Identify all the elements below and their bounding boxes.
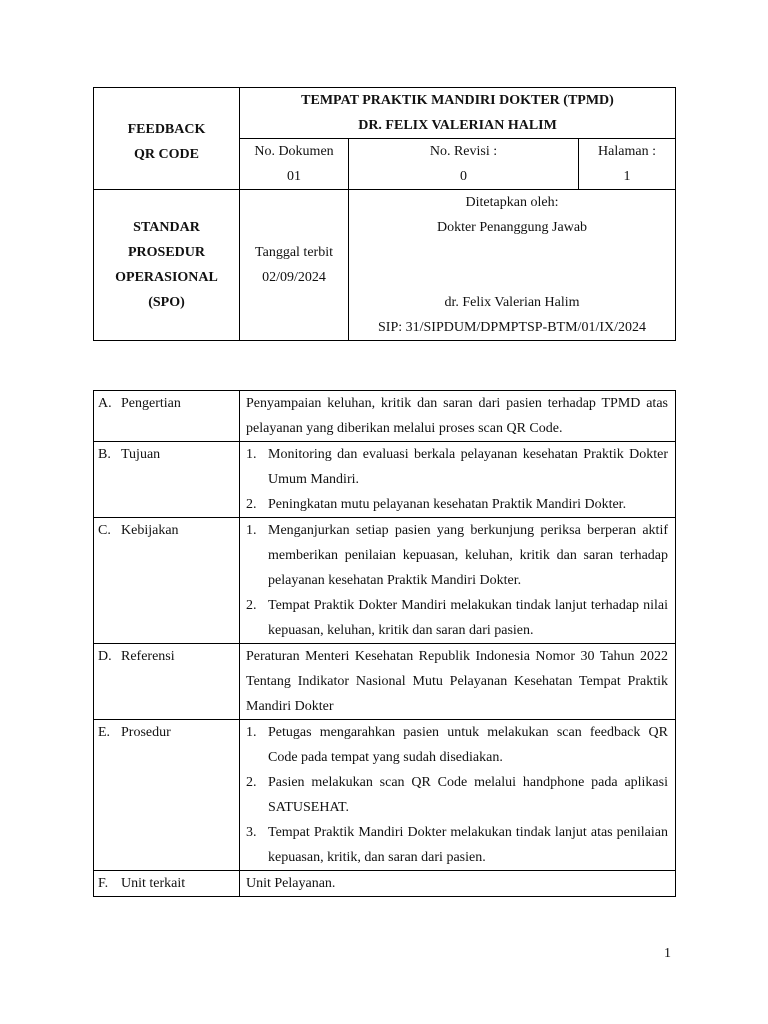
- section-label: Referensi: [121, 649, 175, 664]
- list-item-text: Tempat Praktik Dokter Mandiri melakukan tindak lanjut terhadap nilai kepuasan, keluhan, kritik dan saran dari pasien.: [268, 598, 668, 638]
- page-number: 1: [664, 946, 671, 961]
- no-dokumen-label: No. Dokumen: [254, 144, 334, 159]
- halaman-value: 1: [623, 169, 631, 184]
- prosedur-list: [246, 720, 668, 870]
- halaman-cell: [579, 139, 676, 190]
- section-label: Unit terkait: [121, 876, 186, 891]
- no-revisi-cell: [349, 139, 579, 190]
- list-item-number: 1.: [246, 447, 257, 462]
- clinic-title: TEMPAT PRAKTIK MANDIRI DOKTER (TPMD): [301, 93, 614, 108]
- spo-line-standar: STANDAR: [133, 220, 200, 235]
- section-letter: F.: [98, 876, 109, 891]
- no-revisi-label: No. Revisi :: [429, 144, 498, 159]
- signature-space: [349, 240, 675, 290]
- list-item: [246, 518, 668, 593]
- section-content-cell: [240, 644, 676, 720]
- referensi-text: Peraturan Menteri Kesehatan Republik Indonesia Nomor 30 Tahun 2022 Tentang Indikator Nasional Mutu Pelayanan Kesehatan Tempat Praktik Mandiri Dokter: [246, 649, 668, 714]
- section-label-cell: [94, 871, 240, 897]
- list-item-text: Pasien melakukan scan QR Code melalui handphone pada aplikasi SATUSEHAT.: [268, 775, 668, 815]
- spo-line-prosedur: PROSEDUR: [127, 245, 205, 260]
- no-dokumen-value: 01: [287, 169, 301, 184]
- section-label: Prosedur: [121, 725, 171, 740]
- section-label-cell: [94, 391, 240, 442]
- spo-line-operasional: OPERASIONAL: [115, 270, 218, 285]
- section-label-cell: [94, 442, 240, 518]
- section-letter: E.: [98, 725, 111, 740]
- list-item-text: Petugas mengarahkan pasien untuk melakukan scan feedback QR Code pada tempat yang sudah disediakan.: [268, 725, 668, 765]
- list-item-text: Peningkatan mutu pelayanan kesehatan Praktik Mandiri Dokter.: [268, 497, 627, 512]
- header-spo-row: [94, 190, 676, 341]
- list-item: [246, 720, 668, 770]
- list-item-number: 1.: [246, 725, 257, 740]
- feedback-label: FEEDBACK: [127, 121, 206, 137]
- section-content-cell: [240, 391, 676, 442]
- clinic-title-cell: [240, 88, 676, 139]
- section-label-cell: [94, 518, 240, 644]
- spo-line-abbrev: (SPO): [148, 295, 185, 310]
- section-row-referensi: [94, 644, 676, 720]
- tanggal-terbit-value: 02/09/2024: [262, 270, 326, 285]
- section-label: Pengertian: [121, 396, 181, 411]
- tanggal-terbit-label: Tanggal terbit: [255, 245, 333, 260]
- list-item-number: 1.: [246, 523, 257, 538]
- section-content-cell: [240, 871, 676, 897]
- header-title-row: [94, 88, 676, 139]
- list-item: [246, 820, 668, 870]
- section-letter: D.: [98, 649, 112, 664]
- header-table: [93, 87, 676, 341]
- list-item-text: Monitoring dan evaluasi berkala pelayanan kesehatan Praktik Dokter Umum Mandiri.: [268, 447, 668, 487]
- section-row-prosedur: [94, 720, 676, 871]
- section-letter: C.: [98, 523, 111, 538]
- section-row-pengertian: [94, 391, 676, 442]
- list-item: [246, 593, 668, 643]
- halaman-label: Halaman :: [598, 144, 656, 159]
- tanggal-terbit-cell: [240, 190, 349, 341]
- list-item-number: 2.: [246, 598, 257, 613]
- list-item: [246, 442, 668, 492]
- section-content-cell: [240, 442, 676, 518]
- doctor-name: dr. Felix Valerian Halim: [444, 295, 580, 310]
- ditetapkan-label: Ditetapkan oleh:: [465, 195, 559, 210]
- list-item-text: Menganjurkan setiap pasien yang berkunjung periksa berperan aktif memberikan penilaian kepuasan, keluhan, kritik dan saran terhadap pelayanan kesehatan Praktik Mandiri Dokter.: [268, 523, 668, 588]
- sip-number: SIP: 31/SIPDUM/DPMPTSP-BTM/01/IX/2024: [378, 320, 647, 335]
- list-item-number: 3.: [246, 825, 257, 840]
- no-revisi-value: 0: [460, 169, 467, 184]
- pengertian-text: Penyampaian keluhan, kritik dan saran dari pasien terhadap TPMD atas pelayanan yang diberikan melalui proses scan QR Code.: [246, 396, 668, 436]
- feedback-qr-code-cell: [94, 88, 240, 190]
- content-table: [93, 390, 676, 897]
- list-item-text: Tempat Praktik Mandiri Dokter melakukan tindak lanjut atas penilaian kepuasan, kritik, dan saran dari pasien.: [268, 825, 668, 865]
- section-row-tujuan: [94, 442, 676, 518]
- spo-cell: [94, 190, 240, 341]
- list-item: [246, 492, 668, 517]
- section-row-kebijakan: [94, 518, 676, 644]
- list-item-number: 2.: [246, 775, 257, 790]
- section-label: Kebijakan: [121, 523, 179, 538]
- section-content-cell: [240, 720, 676, 871]
- section-label: Tujuan: [121, 447, 161, 462]
- list-item-number: 2.: [246, 497, 257, 512]
- section-content-cell: [240, 518, 676, 644]
- ditetapkan-cell: [349, 190, 676, 341]
- tujuan-list: [246, 442, 668, 517]
- section-letter: A.: [98, 396, 112, 411]
- unit-terkait-text: Unit Pelayanan.: [246, 876, 336, 891]
- list-item: [246, 770, 668, 820]
- section-label-cell: [94, 644, 240, 720]
- qr-code-label: QR CODE: [134, 146, 199, 162]
- section-row-unit-terkait: [94, 871, 676, 897]
- section-label-cell: [94, 720, 240, 871]
- section-letter: B.: [98, 447, 111, 462]
- kebijakan-list: [246, 518, 668, 643]
- penanggung-jawab-label: Dokter Penanggung Jawab: [436, 220, 588, 235]
- doctor-title: DR. FELIX VALERIAN HALIM: [358, 118, 557, 133]
- no-dokumen-cell: [240, 139, 349, 190]
